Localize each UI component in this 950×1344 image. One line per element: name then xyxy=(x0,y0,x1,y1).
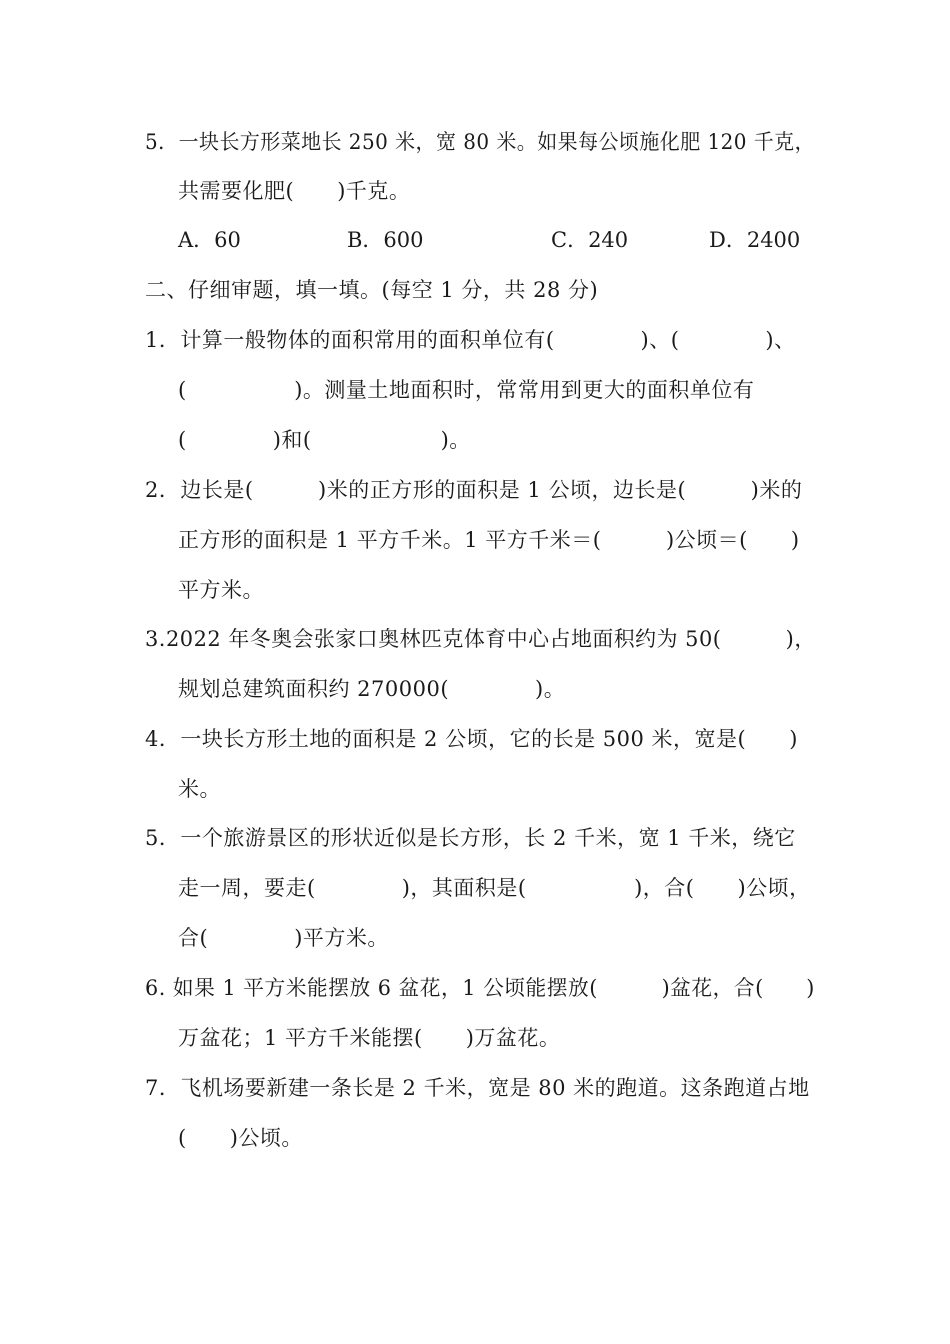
q5-choice-line-1: 5．一块长方形菜地长 250 米，宽 80 米。如果每公顷施化肥 120 千克， xyxy=(145,130,816,154)
option-b: B．600 xyxy=(347,228,424,252)
q5-line-1: 5．一个旅游景区的形状近似是长方形，长 2 千米，宽 1 千米，绕它 xyxy=(145,826,796,850)
q1-line-1: 1．计算一般物体的面积常用的面积单位有( )、( )、 xyxy=(145,328,796,352)
q1-line-2: ( )。测量土地面积时，常常用到更大的面积单位有 xyxy=(178,378,755,402)
q5-line-3: 合( )平方米。 xyxy=(178,926,389,950)
q3-line-2: 规划总建筑面积约 270000( )。 xyxy=(178,677,566,701)
q2-line-1: 2．边长是( )米的正方形的面积是 1 公顷，边长是( )米的 xyxy=(145,478,803,502)
option-c: C．240 xyxy=(551,228,629,252)
q2-line-3: 平方米。 xyxy=(178,578,264,602)
q2-line-2: 正方形的面积是 1 平方千米。1 平方千米＝( )公顷＝( ) xyxy=(178,528,800,552)
q5-line-2: 走一周，要走( )，其面积是( )，合( )公顷， xyxy=(178,876,811,900)
q6-line-1: 6. 如果 1 平方米能摆放 6 盆花，1 公顷能摆放( )盆花，合( ) xyxy=(145,976,815,1000)
q6-line-2: 万盆花；1 平方千米能摆( )万盆花。 xyxy=(178,1026,561,1050)
q4-line-2: 米。 xyxy=(178,777,221,801)
option-a: A．60 xyxy=(178,228,241,252)
q7-line-1: 7．飞机场要新建一条长是 2 千米，宽是 80 米的跑道。这条跑道占地 xyxy=(145,1076,810,1100)
q4-line-1: 4．一块长方形土地的面积是 2 公顷，它的长是 500 米，宽是( ) xyxy=(145,727,798,751)
section-heading: 二、仔细审题，填一填。(每空 1 分，共 28 分) xyxy=(145,278,599,302)
q7-line-2: ( )公顷。 xyxy=(178,1126,303,1150)
q1-line-3: ( )和( )。 xyxy=(178,428,471,452)
q5-choice-line-2: 共需要化肥( )千克。 xyxy=(178,179,411,203)
q3-line-1: 3.2022 年冬奥会张家口奥林匹克体育中心占地面积约为 50( )， xyxy=(145,627,816,651)
option-d: D．2400 xyxy=(709,228,801,252)
